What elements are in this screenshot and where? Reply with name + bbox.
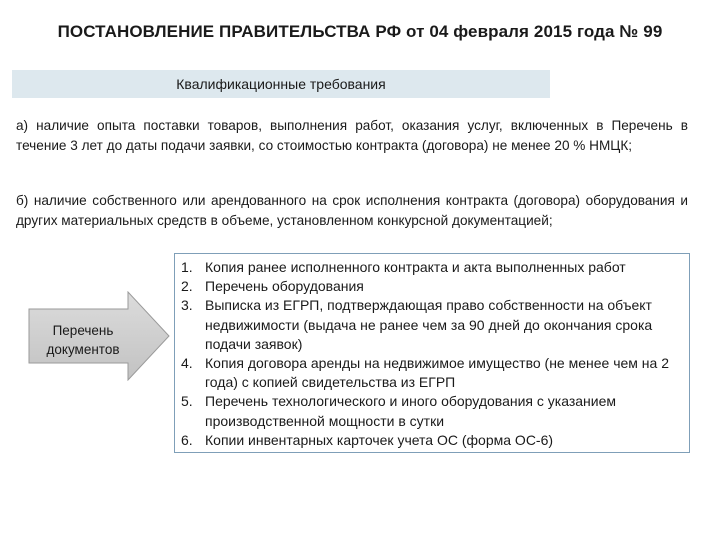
document-item [181, 392, 683, 430]
document-number: 2. [181, 278, 193, 295]
document-item [181, 354, 683, 392]
documents-list [175, 254, 689, 450]
arrow-label: Перечень документов [46, 323, 120, 357]
document-number: 1. [181, 259, 193, 275]
document-text: Перечень оборудования [205, 278, 364, 295]
document-number: 6. [181, 431, 193, 448]
document-number: 4. [181, 355, 193, 372]
document-text: Копии инвентарных карточек учета ОС (форма ОС-6) [205, 431, 554, 448]
document-text: Перечень технологического и иного оборудования с указанием производственной мощности в сутки [205, 393, 616, 429]
document-number: 3. [181, 297, 193, 314]
documents-box [174, 253, 690, 453]
requirement-a: а) наличие опыта поставки товаров, выполнения работ, оказания услуг, включенных в Перечень в течение 3 лет до даты подачи заявки, со стоимостью контракта (договора) не менее 20 % НМЦК; [16, 118, 688, 153]
document-item [181, 258, 683, 277]
requirement-b: б) наличие собственного или арендованного на срок исполнения контракта (договора) оборудования и других материальных средств в объеме, установленном конкурсной документацией; [16, 193, 688, 228]
document-number: 5. [181, 393, 193, 410]
document-item [181, 277, 683, 296]
document-text: Копия ранее исполненного контракта и акта выполненных работ [205, 259, 626, 275]
document-item [181, 296, 683, 354]
document-text: Выписка из ЕГРП, подтверждающая право собственности на объект недвижимости (выдача не ранее чем за 90 дней до окончания срока подачи заявок) [205, 297, 653, 352]
section-heading: Квалификационные требования [12, 70, 550, 98]
document-item [181, 431, 683, 450]
document-text: Копия договора аренды на недвижимое имущество (не менее чем на 2 года) с копией свидетельства из ЕГРП [205, 355, 669, 391]
page-title: ПОСТАНОВЛЕНИЕ ПРАВИТЕЛЬСТВА РФ от 04 февраля 2015 года № 99 [57, 22, 663, 41]
